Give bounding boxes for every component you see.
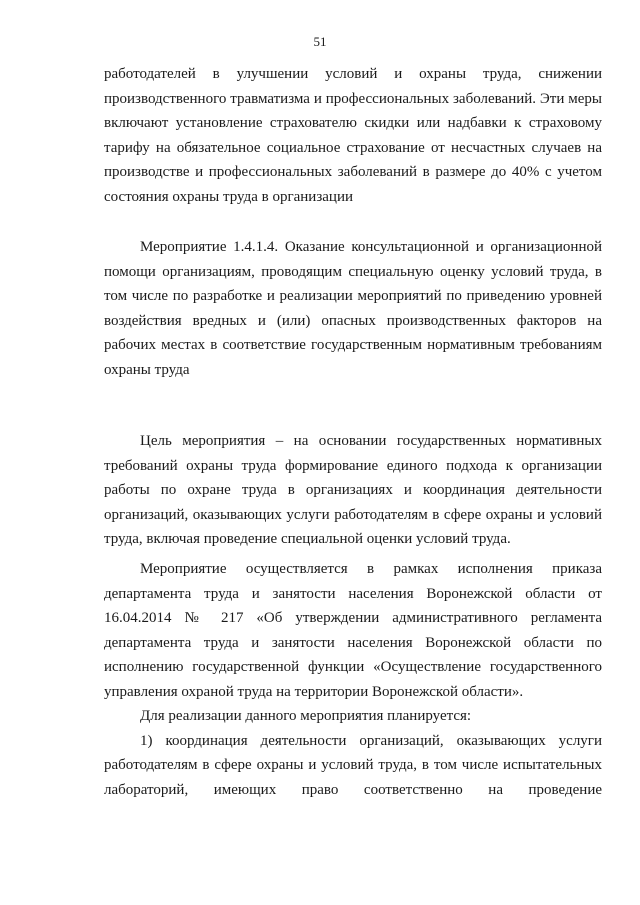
- paragraph-continuation: [104, 62, 602, 209]
- text-line: работодателям в сфере охраны и условий труда, в том числе испытательных: [104, 757, 602, 773]
- list-item: 1) координация деятельности организаций, оказывающих услуги: [140, 732, 602, 749]
- text-line: организаций, оказывающих услуги работодателям в сфере охраны и условий: [104, 506, 602, 523]
- text-line: помощи организациям, проводящим специальную оценку условий труда, в: [104, 263, 602, 280]
- text-line: воздействия вредных и (или) опасных производственных факторов на: [104, 312, 602, 329]
- text-line: производственного травматизма и профессиональных заболеваний. Эти меры: [104, 90, 602, 107]
- text-line: департамента труда и занятости населения Воронежской области по: [104, 634, 602, 651]
- text-line: включают установление страхователю скидки или надбавки к страховому: [104, 115, 602, 131]
- text-line: охраны труда: [104, 361, 190, 378]
- text-line: Мероприятие осуществляется в рамках исполнения приказа: [140, 561, 602, 577]
- text-line: требований охраны труда формирование единого подхода к организации: [104, 457, 602, 474]
- text-line: лабораторий, имеющих право соответственно на проведение: [104, 781, 602, 798]
- text-line: тарифу на обязательное социальное страхование от несчастных случаев на: [104, 139, 602, 156]
- text-line: работы по охране труда в организациях и координация деятельности: [104, 482, 602, 498]
- implementation-paragraph: [104, 557, 602, 802]
- text-line: производстве и профессиональных заболеваний в размере до 40% с учетом: [104, 164, 602, 180]
- text-line: труда, включая проведение специальной оценки условий труда.: [104, 531, 511, 547]
- goal-paragraph: [104, 429, 602, 552]
- text-line: 16.04.2014 № 217 «Об утверждении административного регламента: [104, 610, 602, 626]
- text-line: департамента труда и занятости населения Воронежской области от: [104, 585, 602, 602]
- text-line: Цель мероприятия – на основании государственных нормативных: [140, 433, 602, 449]
- text-line: управления охраной труда на территории Воронежской области».: [104, 683, 524, 700]
- text-line: том числе по разработке и реализации мероприятий по приведению уровней: [104, 288, 602, 304]
- page-number: 51: [313, 34, 327, 49]
- text-line: работодателей в улучшении условий и охраны труда, снижении: [104, 66, 602, 82]
- text-line: состояния охраны труда в организации: [104, 188, 354, 205]
- measure-heading: [104, 235, 602, 382]
- text-line: рабочих местах в соответствие государственным нормативным требованиям: [104, 337, 602, 353]
- text-line: Мероприятие 1.4.1.4. Оказание консультационной и организационной: [140, 239, 602, 255]
- plan-intro: Для реализации данного мероприятия планируется:: [140, 708, 472, 724]
- text-line: исполнению государственной функции «Осуществление государственного: [104, 659, 602, 675]
